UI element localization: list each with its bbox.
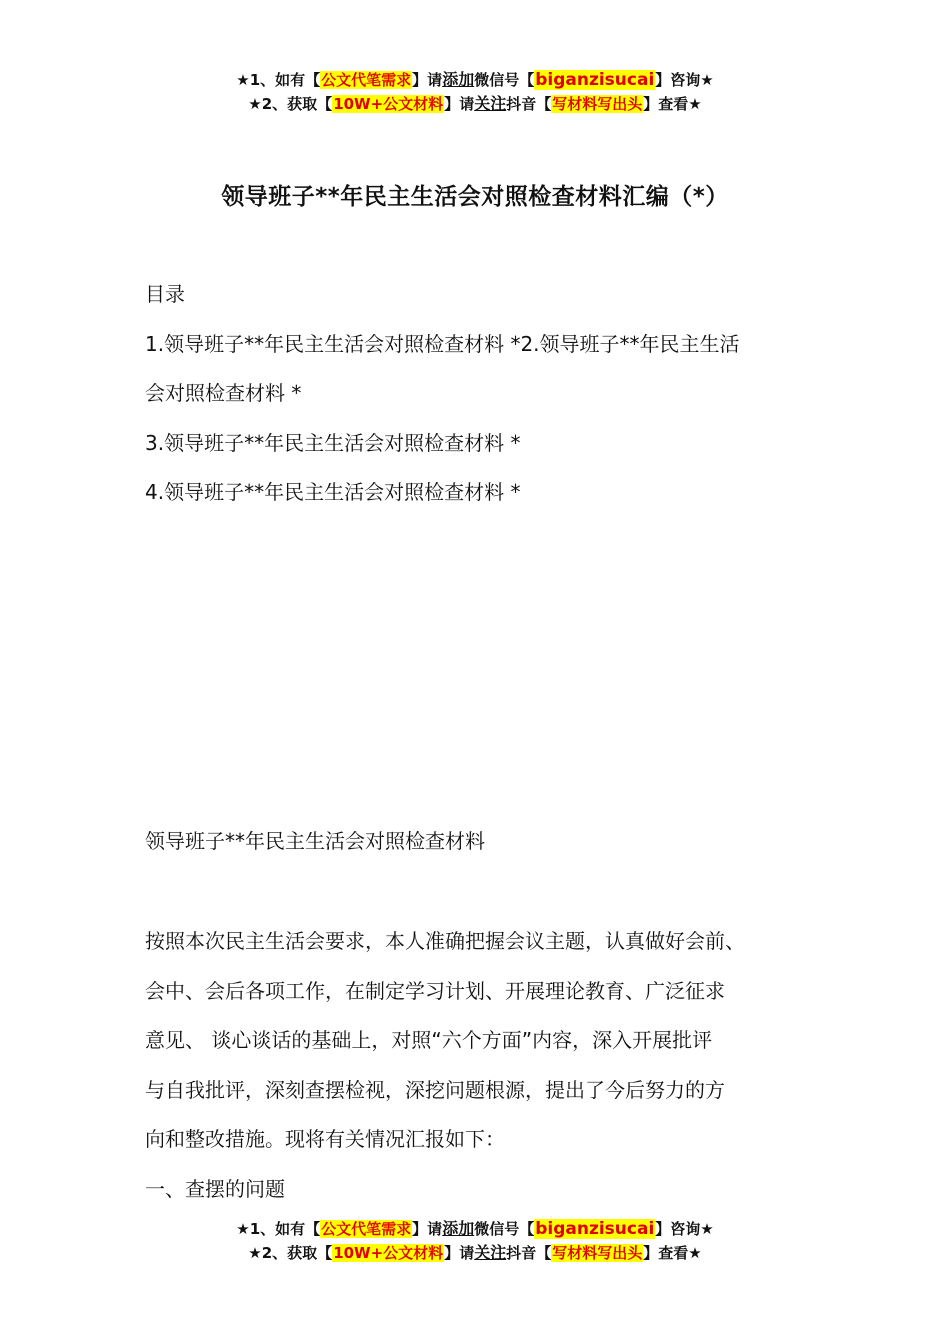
footer-banner xyxy=(0,1217,950,1265)
toc-heading: 目录 xyxy=(145,282,185,306)
paragraph-line: 会中、会后各项工作，在制定学习计划、开展理论教育、广泛征求 xyxy=(145,978,725,1003)
banner-text: 抖音【 xyxy=(506,95,552,113)
banner-emphasis: 关注 xyxy=(474,1243,507,1262)
highlight-service: 公文代笔需求 xyxy=(321,71,412,89)
banner-text: 】请 xyxy=(412,71,443,89)
banner-text: ★1、如有【 xyxy=(236,71,321,89)
banner-emphasis: 添加 xyxy=(442,70,475,89)
banner-text: 微信号【 xyxy=(474,1220,535,1238)
banner-emphasis: 关注 xyxy=(474,94,507,113)
table-of-contents xyxy=(145,270,815,518)
banner-line-2 xyxy=(0,92,950,116)
highlight-wechat-id: biganzisucai xyxy=(535,70,655,90)
banner-text: 】咨询★ xyxy=(655,1220,714,1238)
banner-text: ★2、获取【 xyxy=(248,95,333,113)
section-title-block xyxy=(145,817,815,867)
banner-text: ★2、获取【 xyxy=(248,1244,333,1262)
banner-text: 微信号【 xyxy=(474,71,535,89)
highlight-wechat-id: biganzisucai xyxy=(535,1219,655,1239)
toc-item: 4.领导班子**年民主生活会对照检查材料 * xyxy=(145,480,521,504)
document-title: 领导班子**年民主生活会对照检查材料汇编（*） xyxy=(221,184,729,210)
header-banner xyxy=(0,68,950,116)
highlight-materials: 10W+公文材料 xyxy=(333,95,444,113)
section-title: 领导班子**年民主生活会对照检查材料 xyxy=(145,829,485,853)
paragraph-line: 意见、 谈心谈话的基础上，对照“六个方面”内容，深入开展批评 xyxy=(145,1028,713,1052)
highlight-douyin: 写材料写出头 xyxy=(552,95,643,113)
banner-emphasis: 添加 xyxy=(442,1219,475,1238)
banner-text: 】请 xyxy=(444,1244,475,1262)
toc-item: 会对照检查材料 * xyxy=(145,381,302,405)
subheading: 一、查摆的问题 xyxy=(145,1176,285,1201)
paragraph-line: 与自我批评，深刻查摆检视，深挖问题根源，提出了今后努力的方 xyxy=(145,1077,725,1102)
body-paragraph xyxy=(145,917,815,1214)
highlight-materials: 10W+公文材料 xyxy=(333,1244,444,1262)
banner-text: 】查看★ xyxy=(643,95,702,113)
banner-text: 】请 xyxy=(444,95,475,113)
paragraph-line: 按照本次民主生活会要求，本人准确把握会议主题，认真做好会前、 xyxy=(145,929,745,953)
toc-item: 3.领导班子**年民主生活会对照检查材料 * xyxy=(145,430,521,455)
highlight-douyin: 写材料写出头 xyxy=(552,1244,643,1262)
banner-line-2 xyxy=(0,1241,950,1265)
toc-item: 1.领导班子**年民主生活会对照检查材料 *2.领导班子**年民主生活 xyxy=(145,331,740,356)
paragraph-line: 向和整改措施。现将有关情况汇报如下： xyxy=(145,1127,505,1151)
highlight-service: 公文代笔需求 xyxy=(321,1220,412,1238)
banner-line-1 xyxy=(0,68,950,92)
banner-line-1 xyxy=(0,1217,950,1241)
banner-text: 】咨询★ xyxy=(655,71,714,89)
banner-text: ★1、如有【 xyxy=(236,1220,321,1238)
banner-text: 】查看★ xyxy=(643,1244,702,1262)
banner-text: 抖音【 xyxy=(506,1244,552,1262)
banner-text: 】请 xyxy=(412,1220,443,1238)
